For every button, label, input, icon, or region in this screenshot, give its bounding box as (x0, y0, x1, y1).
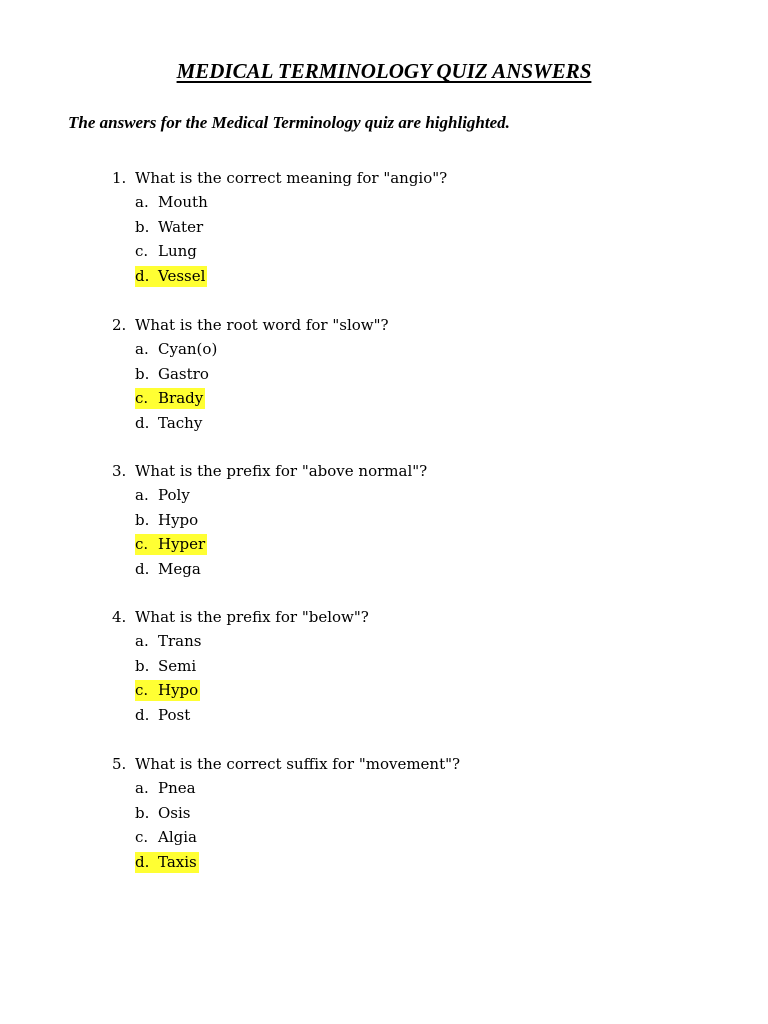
question-line (112, 752, 712, 776)
option-text: Water (158, 217, 204, 236)
option-text: Semi (158, 656, 197, 675)
option-text: Hyper (158, 535, 206, 553)
option-text: Hypo (158, 681, 199, 699)
option-letter: d. (135, 705, 150, 724)
question-3 (112, 459, 712, 581)
answer-option (112, 532, 712, 557)
answer-option (112, 801, 712, 826)
option-text: Algia (158, 828, 197, 846)
answer-option (112, 508, 712, 533)
option-text: Tachy (158, 413, 203, 432)
answer-highlight (135, 534, 207, 555)
option-letter: c. (135, 242, 149, 260)
option-letter: b. (135, 510, 150, 529)
option-text: Osis (158, 803, 191, 822)
question-text: What is the correct suffix for "movement"? (135, 755, 461, 773)
question-line (112, 166, 712, 190)
answer-option (112, 850, 712, 875)
option-letter: a. (135, 193, 149, 211)
answer-option (112, 825, 712, 850)
question-text: What is the prefix for "below"? (135, 608, 369, 626)
option-text: Lung (158, 242, 197, 260)
answer-highlight (135, 631, 203, 652)
answer-highlight (135, 413, 204, 434)
answer-option (112, 215, 712, 240)
answer-highlight (135, 827, 199, 848)
option-letter: b. (135, 656, 150, 675)
option-letter: a. (135, 632, 149, 650)
answer-option (112, 776, 712, 801)
answer-option (112, 557, 712, 582)
answer-highlight (135, 803, 193, 824)
page-title (0, 58, 768, 84)
option-text: Taxis (158, 852, 197, 871)
option-text: Gastro (158, 364, 209, 383)
question-text: What is the prefix for "above normal"? (135, 462, 428, 480)
option-letter: d. (135, 852, 150, 871)
answer-highlight (135, 388, 205, 409)
answer-highlight (135, 485, 192, 506)
answer-highlight (135, 705, 192, 726)
answer-highlight (135, 192, 210, 213)
option-text: Mouth (158, 193, 208, 211)
answer-option (112, 190, 712, 215)
option-letter: b. (135, 217, 150, 236)
answer-highlight (135, 241, 199, 262)
question-number: 3. (112, 462, 127, 480)
question-number: 5. (112, 755, 127, 773)
page-title-text: MEDICAL TERMINOLOGY QUIZ ANSWERS (176, 59, 592, 83)
option-text: Post (158, 705, 191, 724)
answer-option (112, 239, 712, 264)
option-text: Brady (158, 389, 204, 407)
option-text: Poly (158, 486, 190, 504)
question-number: 4. (112, 608, 127, 626)
question-text: What is the correct meaning for "angio"? (135, 169, 448, 187)
question-1 (112, 166, 712, 288)
question-number: 1. (112, 169, 127, 187)
option-text: Cyan(o) (158, 340, 218, 358)
question-line (112, 313, 712, 337)
answer-highlight (135, 339, 219, 360)
option-letter: b. (135, 364, 150, 383)
question-number: 2. (112, 316, 127, 334)
answer-options (112, 337, 712, 435)
option-letter: d. (135, 413, 150, 432)
answer-highlight (135, 656, 198, 677)
answer-option (112, 264, 712, 289)
option-text: Vessel (158, 266, 206, 285)
option-text: Hypo (158, 510, 199, 529)
option-letter: a. (135, 486, 149, 504)
intro-text: The answers for the Medical Terminology quiz are highlighted. (68, 113, 510, 132)
answer-highlight (135, 852, 199, 873)
question-line (112, 459, 712, 483)
option-letter: d. (135, 559, 150, 578)
answer-highlight (135, 559, 203, 580)
answer-option (112, 411, 712, 436)
answer-option (112, 629, 712, 654)
option-letter: c. (135, 389, 149, 407)
answer-options (112, 629, 712, 727)
answer-options (112, 776, 712, 874)
option-letter: d. (135, 266, 150, 285)
answer-option (112, 678, 712, 703)
answer-highlight (135, 217, 205, 238)
option-letter: a. (135, 779, 149, 797)
answer-option (112, 362, 712, 387)
answer-option (112, 703, 712, 728)
answer-highlight (135, 364, 211, 385)
answer-highlight (135, 680, 200, 701)
option-letter: c. (135, 828, 149, 846)
answer-option (112, 654, 712, 679)
answer-highlight (135, 510, 200, 531)
question-4 (112, 605, 712, 727)
option-text: Pnea (158, 779, 196, 797)
question-2 (112, 313, 712, 435)
answer-highlight (135, 266, 207, 287)
option-letter: c. (135, 681, 149, 699)
answer-option (112, 483, 712, 508)
option-letter: a. (135, 340, 149, 358)
question-5 (112, 752, 712, 874)
answer-options (112, 483, 712, 581)
question-line (112, 605, 712, 629)
option-letter: b. (135, 803, 150, 822)
option-letter: c. (135, 535, 149, 553)
answer-option (112, 386, 712, 411)
answer-options (112, 190, 712, 288)
option-text: Trans (158, 632, 202, 650)
option-text: Mega (158, 559, 201, 578)
answer-option (112, 337, 712, 362)
question-text: What is the root word for "slow"? (135, 316, 389, 334)
answer-highlight (135, 778, 198, 799)
